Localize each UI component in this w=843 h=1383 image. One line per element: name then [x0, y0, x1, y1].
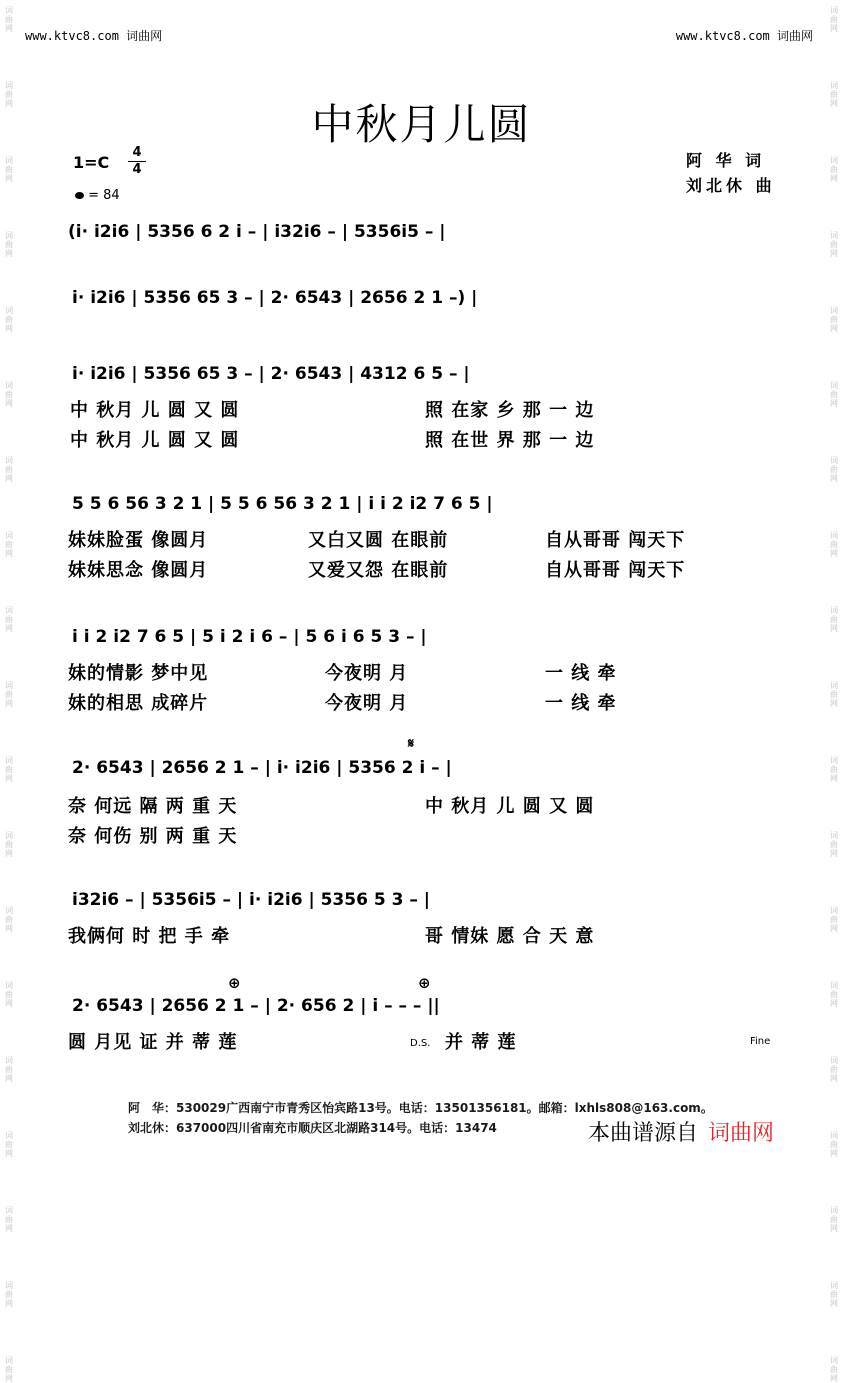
lyric-4a-1: 妹妹脸蛋 像圆月 — [68, 530, 209, 551]
watermark-text: 词 曲 网 — [5, 681, 13, 708]
source-label: 本曲谱源自 — [588, 1121, 699, 1146]
tempo-value: = 84 — [88, 188, 120, 203]
lyric-4b-2: 又爱又怨 在眼前 — [308, 560, 449, 581]
notes-line-6: 2· 6543 | 2656 2 1 – | i· i2i6 | 5356 2 i – | — [72, 758, 452, 778]
lyric-5b-3: 一 线 牵 — [545, 693, 617, 714]
notes-line-8: 2· 6543 | 2656 2 1 – | 2· 656 2 | i – – – || — [72, 996, 440, 1016]
watermark-column-right — [827, 0, 841, 1383]
watermark-text: 词 曲 网 — [5, 531, 13, 558]
lyric-7-1: 我俩何 时 把 手 牵 — [68, 926, 231, 947]
source-site: 词曲网 — [708, 1121, 775, 1146]
lyric-6b-1: 奈 何伤 别 两 重 天 — [68, 826, 238, 847]
lyricist-credit: 阿 华 词 — [686, 151, 766, 170]
watermark-text: 词 曲 网 — [830, 6, 838, 33]
time-sig-bottom: 4 — [132, 162, 142, 177]
fine-marking: Fine — [750, 1036, 771, 1047]
watermark-column-left — [2, 0, 16, 1383]
watermark-text: 词 曲 网 — [830, 531, 838, 558]
watermark-text: 词 曲 网 — [5, 231, 13, 258]
watermark-text: 词 曲 网 — [5, 1056, 13, 1083]
watermark-text: 词 曲 网 — [5, 156, 13, 183]
watermark-text: 词 曲 网 — [5, 831, 13, 858]
watermark-text: 词 曲 网 — [5, 606, 13, 633]
watermark-text: 词 曲 网 — [5, 456, 13, 483]
watermark-text: 词 曲 网 — [830, 681, 838, 708]
watermark-text: 词 曲 网 — [5, 81, 13, 108]
composer-credit: 刘北休 曲 — [686, 176, 776, 195]
song-title: 中秋月儿圆 — [311, 100, 532, 149]
watermark-text: 词 曲 网 — [830, 306, 838, 333]
watermark-text: 词 曲 网 — [830, 1131, 838, 1158]
lyric-7-2: 哥 情妹 愿 合 天 意 — [425, 926, 595, 947]
lyric-4a-2: 又白又圆 在眼前 — [308, 530, 449, 551]
watermark-text: 词 曲 网 — [5, 756, 13, 783]
notes-line-4: 5 5 6 56 3 2 1 | 5 5 6 56 3 2 1 | i i 2 i2 7 6 5 | — [72, 494, 493, 514]
tempo-marking — [75, 188, 120, 203]
watermark-text: 词 曲 网 — [830, 381, 838, 408]
notes-line-5: i i 2 i2 7 6 5 | 5 i 2 i 6 – | 5 6 i 6 5 3 – | — [72, 627, 427, 647]
source-note — [588, 1116, 774, 1147]
time-signature — [128, 146, 146, 177]
watermark-text: 词 曲 网 — [830, 1206, 838, 1233]
watermark-text: 词 曲 网 — [830, 156, 838, 183]
notes-line-7: i32i6 – | 5356i5 – | i· i2i6 | 5356 5 3 – | — [72, 890, 430, 910]
watermark-text: 词 曲 网 — [5, 1281, 13, 1308]
watermark-text: 词 曲 网 — [5, 1206, 13, 1233]
contact-lyricist: 阿 华：530029广西南宁市青秀区怡宾路13号。电话：13501356181。邮箱：lxhls808@163.com。 — [128, 1101, 713, 1115]
segno-sign: 𝄋 — [408, 736, 415, 752]
lyric-4b-1: 妹妹思念 像圆月 — [68, 560, 209, 581]
lyric-3a-2: 照 在家 乡 那 一 边 — [425, 400, 595, 421]
key-signature: 1=C — [73, 153, 110, 172]
lyric-8-2: 并 蒂 莲 — [445, 1032, 517, 1053]
lyric-5a-3: 一 线 牵 — [545, 663, 617, 684]
watermark-text: 词 曲 网 — [5, 381, 13, 408]
notes-line-1: (i· i2i6 | 5356 6 2 i – | i32i6 – | 5356i5 – | — [68, 222, 446, 242]
lyric-8-1: 圆 月见 证 并 蒂 莲 — [68, 1032, 238, 1053]
lyric-5a-1: 妹的情影 梦中见 — [68, 663, 209, 684]
notes-line-2: i· i2i6 | 5356 65 3 – | 2· 6543 | 2656 2 1 –) | — [72, 288, 478, 308]
lyric-4a-3: 自从哥哥 闯天下 — [545, 530, 686, 551]
lyric-5a-2: 今夜明 月 — [325, 663, 409, 684]
watermark-text: 词 曲 网 — [830, 456, 838, 483]
lyric-4b-3: 自从哥哥 闯天下 — [545, 560, 686, 581]
coda-sign-2: ⊕ — [418, 974, 431, 992]
watermark-text: 词 曲 网 — [830, 81, 838, 108]
watermark-text: 词 曲 网 — [5, 981, 13, 1008]
lyric-3a-1: 中 秋月 儿 圆 又 圆 — [70, 400, 240, 421]
lyric-5b-2: 今夜明 月 — [325, 693, 409, 714]
watermark-text: 词 曲 网 — [830, 981, 838, 1008]
watermark-text: 词 曲 网 — [830, 1356, 838, 1383]
watermark-text: 词 曲 网 — [830, 606, 838, 633]
quarter-note-icon — [75, 192, 84, 199]
coda-sign-1: ⊕ — [228, 974, 241, 992]
ds-marking: D.S. — [410, 1038, 431, 1049]
lyric-6a-1: 奈 何远 隔 两 重 天 — [68, 796, 238, 817]
lyric-5b-1: 妹的相思 成碎片 — [68, 693, 209, 714]
lyric-3b-1: 中 秋月 儿 圆 又 圆 — [70, 430, 240, 451]
watermark-text: 词 曲 网 — [5, 1131, 13, 1158]
watermark-text: 词 曲 网 — [5, 306, 13, 333]
watermark-text: 词 曲 网 — [830, 756, 838, 783]
header-url-right: www.ktvc8.com 词曲网 — [675, 29, 813, 43]
contact-composer: 刘北休：637000四川省南充市顺庆区北湖路314号。电话：13474 — [128, 1121, 497, 1135]
watermark-text: 词 曲 网 — [830, 1056, 838, 1083]
lyric-3b-2: 照 在世 界 那 一 边 — [425, 430, 595, 451]
time-sig-top: 4 — [132, 145, 142, 160]
watermark-text: 词 曲 网 — [5, 6, 13, 33]
watermark-text: 词 曲 网 — [5, 1356, 13, 1383]
watermark-text: 词 曲 网 — [830, 831, 838, 858]
watermark-text: 词 曲 网 — [830, 231, 838, 258]
lyric-6a-2: 中 秋月 儿 圆 又 圆 — [425, 796, 595, 817]
watermark-text: 词 曲 网 — [5, 906, 13, 933]
watermark-text: 词 曲 网 — [830, 906, 838, 933]
watermark-text: 词 曲 网 — [830, 1281, 838, 1308]
header-url-left: www.ktvc8.com 词曲网 — [25, 29, 163, 43]
notes-line-3: i· i2i6 | 5356 65 3 – | 2· 6543 | 4312 6 5 – | — [72, 364, 470, 384]
